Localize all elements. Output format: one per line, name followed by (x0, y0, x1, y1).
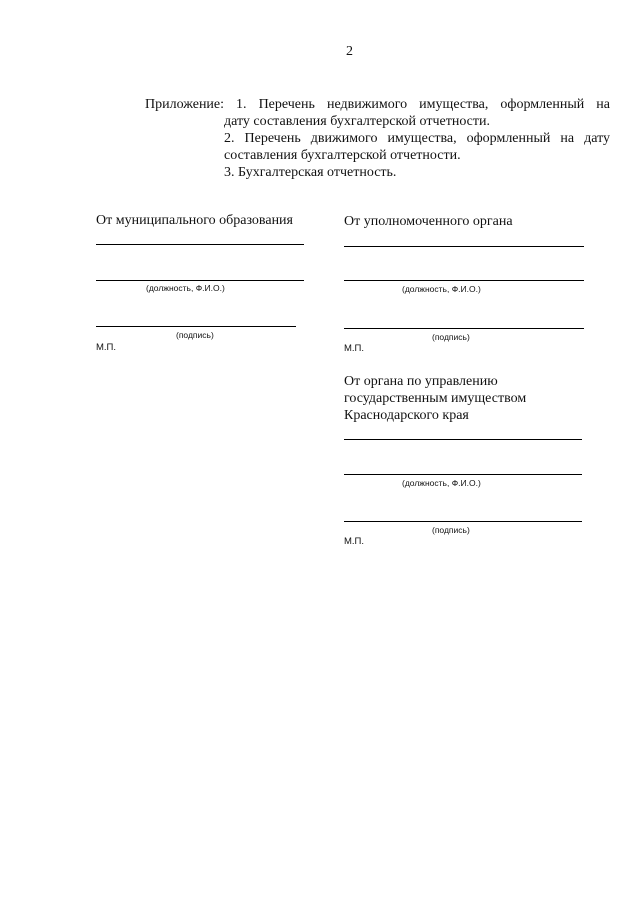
right-name-line-1 (344, 246, 584, 247)
appendix-item-1-line-2: дату составления бухгалтерской отчетности. (224, 114, 490, 129)
left-position-caption: (должность, Ф.И.О.) (146, 283, 225, 293)
bottom-signature-caption: (подпись) (432, 525, 470, 535)
appendix-item-3: 3. Бухгалтерская отчетность. (224, 165, 397, 180)
left-name-line-1 (96, 244, 304, 245)
bottom-block-heading-3: Краснодарского края (344, 408, 469, 423)
bottom-position-caption: (должность, Ф.И.О.) (402, 478, 481, 488)
left-signature-line (96, 326, 296, 327)
right-signature-caption: (подпись) (432, 332, 470, 342)
appendix-item-1-line-1: 1. Перечень недвижимого имущества, оформленный на (236, 97, 610, 112)
page-number: 2 (346, 44, 353, 59)
appendix-label: Приложение: (145, 97, 225, 112)
left-stamp-label: М.П. (96, 342, 117, 353)
bottom-stamp-label: М.П. (344, 536, 365, 547)
right-name-line-2 (344, 280, 584, 281)
left-name-line-2 (96, 280, 304, 281)
appendix-item-2-line-2: составления бухгалтерской отчетности. (224, 148, 461, 163)
bottom-name-line-2 (344, 474, 582, 475)
right-signature-line (344, 328, 584, 329)
appendix-item-2-line-1: 2. Перечень движимого имущества, оформленный на дату (224, 131, 610, 146)
bottom-block-heading-1: От органа по управлению (344, 374, 498, 389)
left-signature-caption: (подпись) (176, 330, 214, 340)
right-position-caption: (должность, Ф.И.О.) (402, 284, 481, 294)
bottom-signature-line (344, 521, 582, 522)
right-stamp-label: М.П. (344, 343, 365, 354)
right-block-heading: От уполномоченного органа (344, 214, 513, 229)
bottom-name-line-1 (344, 439, 582, 440)
bottom-block-heading-2: государственным имуществом (344, 391, 527, 406)
left-block-heading: От муниципального образования (96, 213, 293, 228)
